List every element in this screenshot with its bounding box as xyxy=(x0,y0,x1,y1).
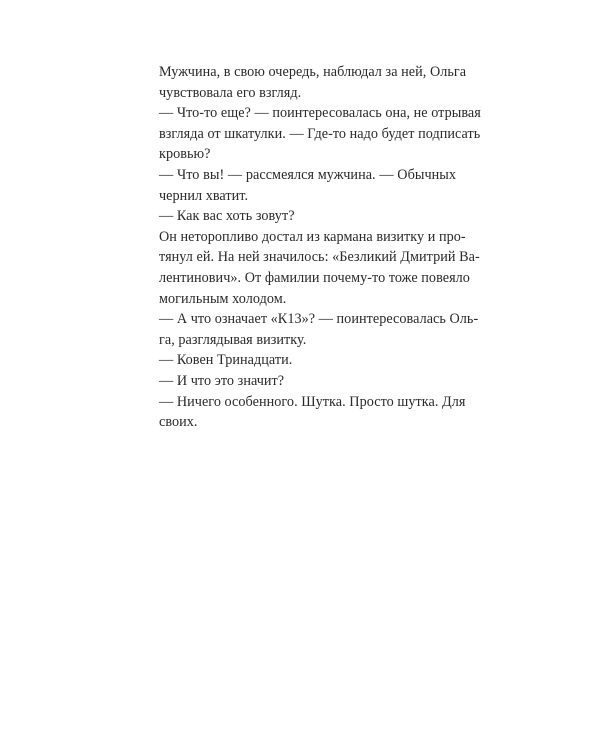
text-line: тянул ей. На ней значилось: «Безликий Дмитрий Ва- xyxy=(159,249,480,266)
text-line: чернил хватит. xyxy=(159,187,249,204)
text-line: Мужчина, в свою очередь, наблюдал за ней, Ольга xyxy=(159,64,467,80)
text-line: — Что вы! — рассмеялся мужчина. — Обычных xyxy=(159,166,456,183)
text-line: — И что это значит? xyxy=(159,372,285,389)
text-line: чувствовала его взгляд. xyxy=(159,84,302,101)
text-line: — Что-то еще? — поинтересовалась она, не отрывая xyxy=(159,105,481,122)
text-line: лентинович». От фамилии почему-то тоже повеяло xyxy=(159,269,470,286)
text-line: — Ковен Тринадцати. xyxy=(159,352,293,369)
text-line: га, разглядывая визитку. xyxy=(159,331,307,348)
text-line: кровью? xyxy=(159,146,211,163)
text-line: взгляда от шкатулки. — Где-то надо будет подписать xyxy=(159,125,481,142)
text-line: — Как вас хоть зовут? xyxy=(159,208,295,225)
text-line: могильным холодом. xyxy=(159,290,287,307)
text-line: своих. xyxy=(159,414,198,431)
text-line: — Ничего особенного. Шутка. Просто шутка. Для xyxy=(159,393,466,410)
page-text xyxy=(159,62,481,433)
text-line: Он неторопливо достал из кармана визитку и про- xyxy=(159,228,466,245)
text-line: — А что означает «К13»? — поинтересовалась Оль- xyxy=(159,311,479,328)
